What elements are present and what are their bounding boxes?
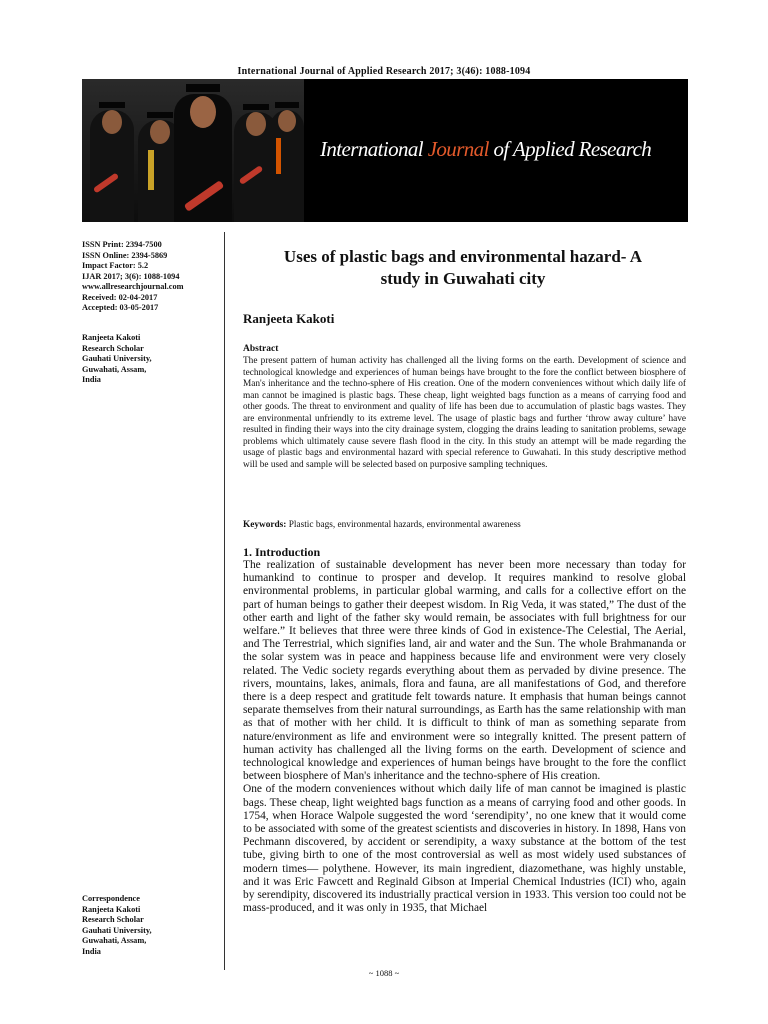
correspondence-university: Gauhati University,	[82, 925, 152, 935]
meta-issn-print: ISSN Print: 2394-7500	[82, 240, 162, 249]
affiliation-name: Ranjeeta Kakoti	[82, 333, 141, 342]
meta-accepted: Accepted: 03-05-2017	[82, 303, 159, 312]
keywords-list: Plastic bags, environmental hazards, environmental awareness	[286, 520, 521, 530]
keywords-label: Keywords:	[243, 520, 287, 530]
meta-citation: IJAR 2017; 3(6): 1088-1094	[82, 271, 180, 281]
banner-journal-title: International Journal of Applied Research	[320, 137, 652, 161]
introduction-body	[243, 559, 686, 915]
journal-header: International Journal of Applied Research 2017; 3(46): 1088-1094	[237, 66, 531, 77]
graduates-photo	[82, 79, 304, 222]
correspondence-city: Guwahati, Assam,	[82, 936, 147, 945]
meta-impact-factor: Impact Factor: 5.2	[82, 261, 149, 270]
intro-paragraph: One of the modern conveniences without which daily life of man cannot be imagined is plastic bags. These cheap, light weighted bags function as a means of carrying food and other goods. In 1754, when Horace Walpole suggested the word ‘serendipity’, no one knew that it would come to be associated with some of the greatest scientists and discoveries in history. In 1898, Hans von Pechmann discovered, by accident or serendipity, a waxy substance at the bottom of the test tube, giving birth to one of the most controversial as well as most widely used substances of modern times— polythene. However, its main ingredient, diazomethane, was highly unstable, and it was Eric Fawcett and Reginald Gibson at Imperial Chemical Industries (ICI) who, again by serendipity, discovered its industrially practical version in 1933. This version too could not be mass-produced, and it was only in 1935, that Michael	[243, 783, 686, 915]
author-affiliation	[82, 333, 152, 386]
correspondence-name: Ranjeeta Kakoti	[82, 904, 141, 914]
affiliation-university: Gauhati University,	[82, 354, 152, 363]
correspondence-country: India	[82, 946, 101, 956]
correspondence-label: Correspondence	[82, 894, 140, 903]
meta-website: www.allresearchjournal.com	[82, 282, 184, 291]
affiliation-city: Guwahati, Assam,	[82, 364, 147, 374]
page-number: ~ 1088 ~	[368, 968, 400, 978]
section-heading-introduction: 1. Introduction	[243, 545, 321, 559]
meta-issn-online: ISSN Online: 2394-5869	[82, 250, 168, 260]
abstract-heading: Abstract	[243, 344, 279, 354]
affiliation-role: Research Scholar	[82, 343, 144, 353]
journal-banner	[82, 79, 688, 222]
keywords	[243, 520, 686, 530]
abstract-body: The present pattern of human activity has challenged all the living forms on the earth. Development of science and technological knowledge and experiences of human beings have brought to the fore the conflict between biosphere of Man's inheritance and the techno-sphere of His creation. One of the modern conveniences without which daily life of man cannot be imagined is plastic bags. These cheap, light weighted bags function as a means of carrying food and other goods. The threat to environment and quality of life has been due to accumulation of plastic bags wastes. They are environmental unfriendly to its extreme level. The usage of plastic bags and further ‘throw away culture’ have resulted in finding their ways into the city drainage system, clogging the drains leading to sanitation problems, sewage problems which ultimately cause severe flash flood in the city. In this study an attempt will be made regarding the usage of plastic bags and environmental hazard with special reference to Guwahati. In this study descriptive method will be used and sample will be selected based on purposive sampling techniques.	[243, 356, 686, 470]
correspondence-role: Research Scholar	[82, 915, 144, 924]
correspondence-block	[82, 894, 152, 957]
intro-paragraph: The realization of sustainable development has never been more necessary than today for humankind to continue to prosper and develop. It requires mankind to resolve global environmental problems, in particular global warming, and calls for a collective effort on the part of human beings to gather their deepest wisdom. In Rig Veda, it was stated,” The dust of the other earth and light of the father sky would remain, be associates with full brightness for our welfare.” It believes that three were three kinds of God in existence-The Celestial, The Aerial, and The Terrestrial, which signifies land, air and water and the Sun. The whole Brahmananda or the solar system was in peace and happiness because life and environment were very closely related. The Vedic society regards everything about them as pervaded by divine presence. The rivers, mountains, lakes, animals, flora and fauna, are all manifestations of God, and therefore there is a deep respect and gratitude felt towards nature. It emphasis that human beings cannot separate themselves from their natural surroundings, as Earth has the same relationship with man as that of mother with her child. It is difficult to think of man as something separate from nature/environment as life and environment were so integrally knitted. The present pattern of human activity has challenged all the living forms on the earth. Development of science and technological knowledge and experiences of human beings have brought to the fore the conflict between biosphere of Man's inheritance and the techno-sphere of His creation.	[243, 559, 686, 783]
publication-meta	[82, 240, 184, 314]
meta-received: Received: 02-04-2017	[82, 292, 158, 302]
paper-title: Uses of plastic bags and environmental hazard- A study in Guwahati city	[283, 247, 643, 288]
column-divider	[224, 232, 225, 970]
affiliation-country: India	[82, 375, 101, 384]
paper-author: Ranjeeta Kakoti	[243, 311, 335, 326]
